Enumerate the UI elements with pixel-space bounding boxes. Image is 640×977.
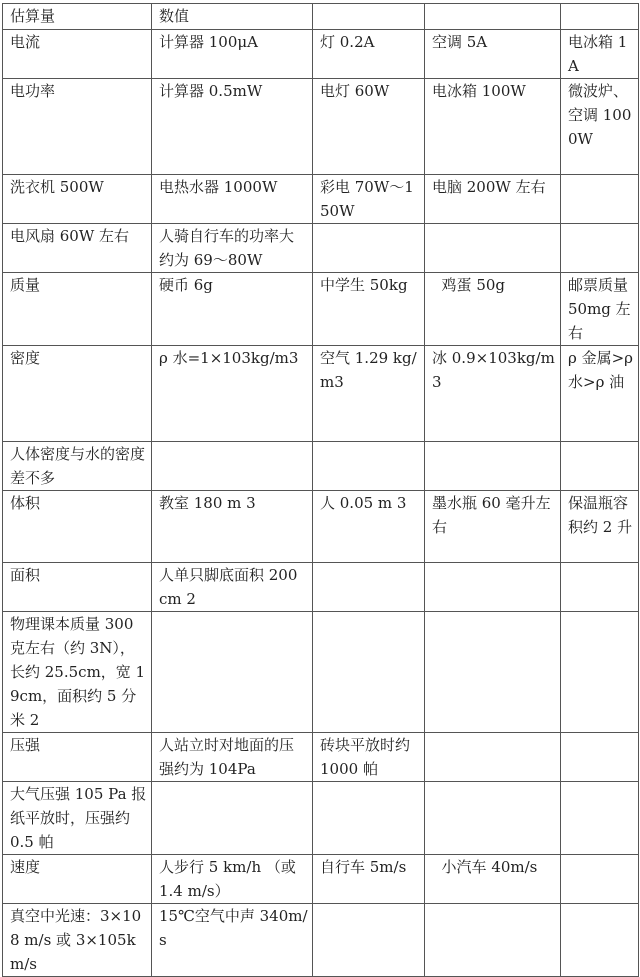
table-cell (425, 442, 561, 491)
table-cell: 冰 0.9×103kg/m3 (425, 346, 561, 442)
table-cell: 保温瓶容积约 2 升 (561, 491, 639, 563)
table-cell: 人站立时对地面的压强约为 104Pa (152, 733, 313, 782)
table-cell (425, 782, 561, 855)
table-cell: 电热水器 1000W (152, 175, 313, 224)
table-row (3, 563, 639, 612)
table-cell: 压强 (3, 733, 152, 782)
table-cell (425, 733, 561, 782)
table-cell: 墨水瓶 60 毫升左右 (425, 491, 561, 563)
table-cell: 物理课本质量 300 克左右（约 3N），长约 25.5cm，宽 19cm，面积约 5 分米 2 (3, 612, 152, 733)
table-cell (425, 612, 561, 733)
table-cell (561, 782, 639, 855)
table-cell: 空气 1.29 kg/m3 (313, 346, 425, 442)
table-row (3, 273, 639, 346)
table-cell (425, 904, 561, 977)
header-cell (425, 4, 561, 30)
table-cell: 人骑自行车的功率大约为 69～80W (152, 224, 313, 273)
header-cell: 数值 (152, 4, 313, 30)
table-cell (561, 442, 639, 491)
table-cell: 硬币 6g (152, 273, 313, 346)
table-cell (152, 442, 313, 491)
header-row (3, 4, 639, 30)
table-cell (313, 224, 425, 273)
table-cell (313, 782, 425, 855)
estimate-table-body (3, 4, 639, 977)
table-cell: 小汽车 40m/s (425, 855, 561, 904)
table-row (3, 855, 639, 904)
table-cell (561, 733, 639, 782)
table-row (3, 782, 639, 855)
header-cell (313, 4, 425, 30)
table-cell: 微波炉、空调 1000W (561, 79, 639, 175)
table-cell (152, 782, 313, 855)
table-cell: 15℃空气中声 340m/s (152, 904, 313, 977)
table-cell: 电冰箱 100W (425, 79, 561, 175)
table-cell (313, 612, 425, 733)
table-cell (425, 224, 561, 273)
table-cell: 电冰箱 1A (561, 30, 639, 79)
table-row (3, 904, 639, 977)
table-cell (561, 904, 639, 977)
table-cell: 计算器 100μA (152, 30, 313, 79)
table-cell: 电灯 60W (313, 79, 425, 175)
table-cell: 体积 (3, 491, 152, 563)
table-cell: 计算器 0.5mW (152, 79, 313, 175)
table-cell (561, 224, 639, 273)
table-cell (561, 563, 639, 612)
table-row (3, 30, 639, 79)
table-cell: 洗衣机 500W (3, 175, 152, 224)
table-cell: 空调 5A (425, 30, 561, 79)
table-cell: 人步行 5 km/h （或 1.4 m/s） (152, 855, 313, 904)
table-cell: 电风扇 60W 左右 (3, 224, 152, 273)
table-row (3, 733, 639, 782)
table-cell: 人单只脚底面积 200 cm 2 (152, 563, 313, 612)
table-cell (425, 563, 561, 612)
header-cell: 估算量 (3, 4, 152, 30)
table-cell: 电脑 200W 左右 (425, 175, 561, 224)
estimate-table (2, 3, 639, 977)
table-cell: 教室 180 m 3 (152, 491, 313, 563)
table-cell (561, 175, 639, 224)
table-cell (313, 563, 425, 612)
table-row (3, 346, 639, 442)
table-cell: ρ 金属>ρ 水>ρ 油 (561, 346, 639, 442)
table-cell: 电流 (3, 30, 152, 79)
table-cell (152, 612, 313, 733)
table-cell (561, 612, 639, 733)
table-cell: 人 0.05 m 3 (313, 491, 425, 563)
table-cell: 速度 (3, 855, 152, 904)
table-row (3, 175, 639, 224)
table-cell (313, 442, 425, 491)
table-row (3, 491, 639, 563)
table-cell: 电功率 (3, 79, 152, 175)
table-cell: 人体密度与水的密度差不多 (3, 442, 152, 491)
table-cell: ρ 水=1×103kg/m3 (152, 346, 313, 442)
table-cell: 彩电 70W～150W (313, 175, 425, 224)
table-cell: 邮票质量 50mg 左右 (561, 273, 639, 346)
table-cell (561, 855, 639, 904)
table-cell: 鸡蛋 50g (425, 273, 561, 346)
table-cell: 大气压强 105 Pa 报纸平放时，压强约 0.5 帕 (3, 782, 152, 855)
table-row (3, 79, 639, 175)
table-cell (313, 904, 425, 977)
table-cell: 砖块平放时约 1000 帕 (313, 733, 425, 782)
table-cell: 灯 0.2A (313, 30, 425, 79)
table-cell: 中学生 50kg (313, 273, 425, 346)
table-row (3, 612, 639, 733)
header-cell (561, 4, 639, 30)
table-row (3, 442, 639, 491)
table-cell: 真空中光速：3×108 m/s 或 3×105km/s (3, 904, 152, 977)
table-cell: 面积 (3, 563, 152, 612)
table-cell: 质量 (3, 273, 152, 346)
table-cell: 密度 (3, 346, 152, 442)
table-cell: 自行车 5m/s (313, 855, 425, 904)
table-row (3, 224, 639, 273)
